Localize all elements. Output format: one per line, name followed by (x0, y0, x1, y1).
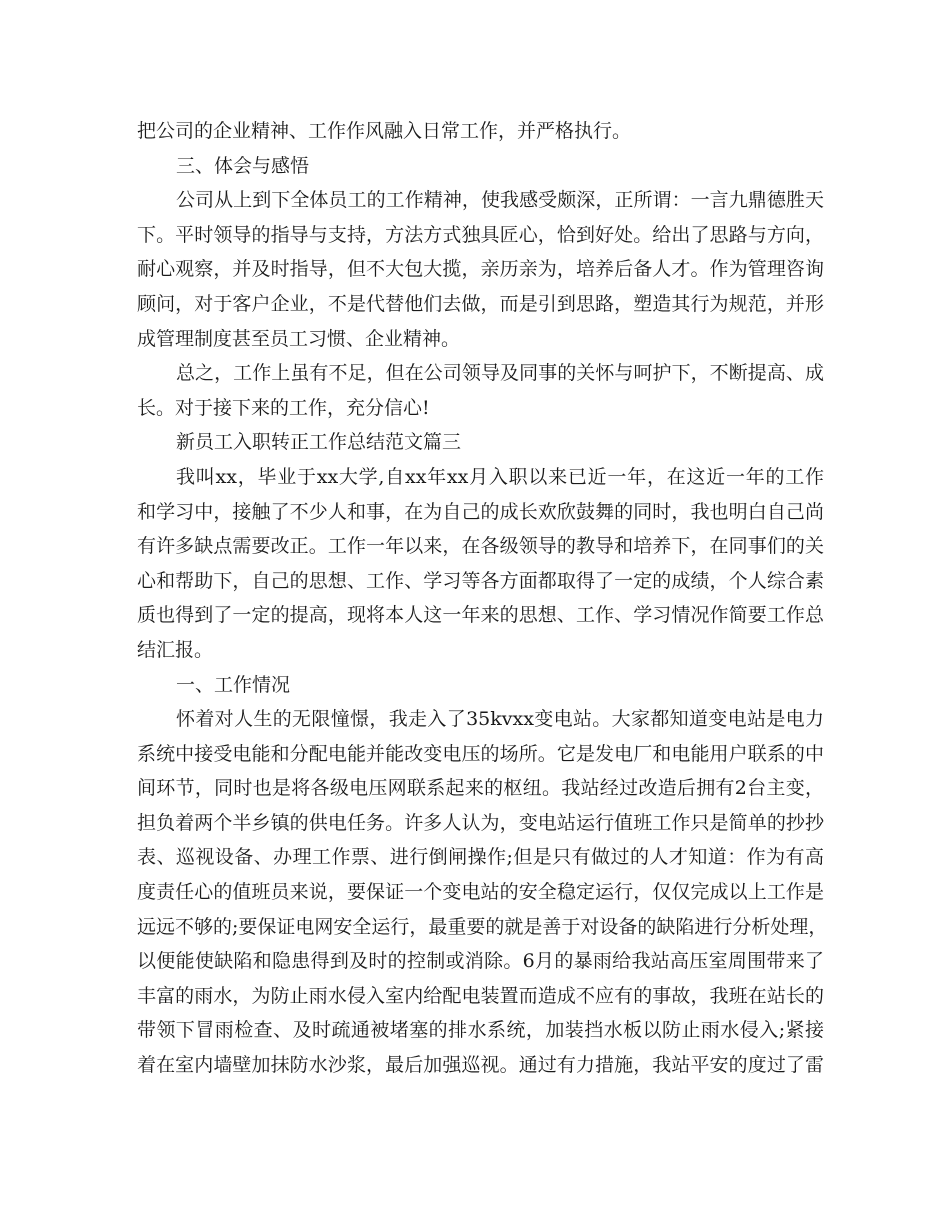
paragraph-line: 以便能使缺陷和隐患得到及时的控制或消除。6月的暴雨给我站高压室周围带来了 (137, 950, 824, 973)
paragraph-line: 表、巡视设备、办理工作票、进行倒闸操作;但是只有做过的人才知道：作为有高 (137, 846, 824, 869)
paragraph-line: 有许多缺点需要改正。工作一年以来，在各级领导的教导和培养下，在同事们的关 (137, 535, 824, 558)
paragraph-line: 间环节，同时也是将各级电压网联系起来的枢纽。我站经过改造后拥有2台主变， (137, 777, 824, 800)
paragraph-line: 下。平时领导的指导与支持，方法方式独具匠心，恰到好处。给出了思路与方向， (137, 223, 824, 246)
paragraph-line: 担负着两个半乡镇的供电任务。许多人认为，变电站运行值班工作只是简单的抄抄 (137, 811, 824, 834)
paragraph-line: 度责任心的值班员来说，要保证一个变电站的安全稳定运行，仅仅完成以上工作是 (137, 881, 824, 904)
paragraph-line: 远远不够的;要保证电网安全运行，最重要的就是善于对设备的缺陷进行分析处理， (137, 915, 828, 938)
paragraph-line: 质也得到了一定的提高，现将本人这一年来的思想、工作、学习情况作简要工作总 (137, 604, 824, 627)
paragraph-line: 我叫xx，毕业于xx大学,自xx年xx月入职以来已近一年，在这近一年的工作 (176, 465, 824, 488)
section-heading: 三、体会与感悟 (176, 154, 310, 177)
paragraph-line: 成管理制度甚至员工习惯、企业精神。 (137, 327, 461, 350)
paragraph-line: 顾问，对于客户企业，不是代替他们去做，而是引到思路，塑造其行为规范，并形 (137, 292, 824, 315)
paragraph-line: 系统中接受电能和分配电能并能改变电压的场所。它是发电厂和电能用户联系的中 (137, 742, 824, 765)
paragraph-line: 怀着对人生的无限憧憬，我走入了35kvxx变电站。大家都知道变电站是电力 (176, 708, 824, 731)
paragraph-line: 耐心观察，并及时指导，但不大包大揽，亲历亲为，培养后备人才。作为管理咨询 (137, 258, 824, 281)
section-heading: 一、工作情况 (176, 673, 291, 696)
paragraph-line: 丰富的雨水，为防止雨水侵入室内给配电装置而造成不应有的事故，我班在站长的 (137, 984, 824, 1007)
paragraph-line: 着在室内墙壁加抹防水沙浆，最后加强巡视。通过有力措施，我站平安的度过了雷 (137, 1054, 824, 1077)
paragraph-line: 带领下冒雨检查、及时疏通被堵塞的排水系统，加装挡水板以防止雨水侵入;紧接 (137, 1019, 824, 1042)
paragraph-line: 和学习中，接触了不少人和事，在为自己的成长欢欣鼓舞的同时，我也明白自己尚 (137, 500, 824, 523)
paragraph-line: 长。对于接下来的工作，充分信心! (137, 396, 430, 419)
paragraph-line: 总之，工作上虽有不足，但在公司领导及同事的关怀与呵护下，不断提高、成 (176, 362, 824, 385)
paragraph-line: 结汇报。 (137, 638, 214, 661)
paragraph-line: 心和帮助下，自己的思想、工作、学习等各方面都取得了一定的成绩，个人综合素 (137, 569, 824, 592)
paragraph-line: 公司从上到下全体员工的工作精神，使我感受颇深，正所谓：一言九鼎德胜天 (176, 189, 824, 212)
paragraph-line: 把公司的企业精神、工作作风融入日常工作，并严格执行。 (137, 120, 632, 142)
article-title: 新员工入职转正工作总结范文篇三 (176, 431, 462, 454)
